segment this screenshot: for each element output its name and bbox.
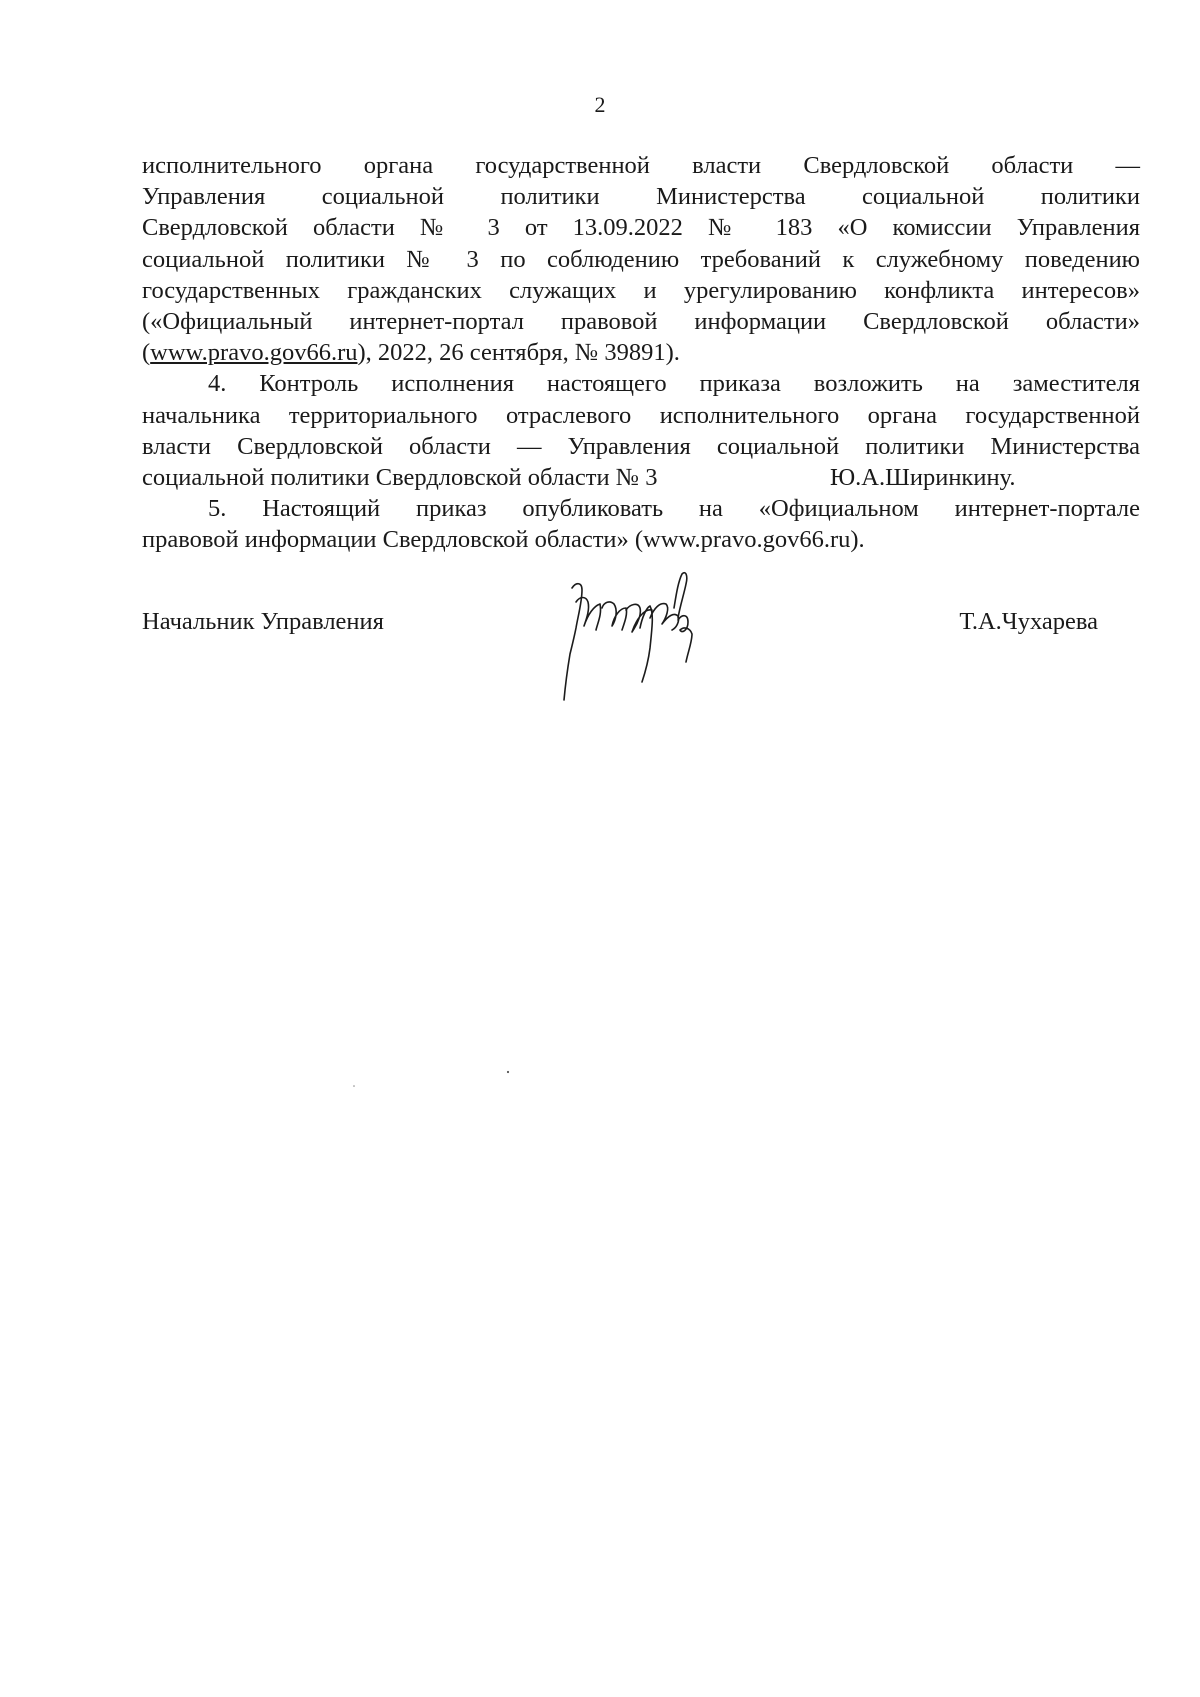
- paragraph-continuation: [142, 150, 1140, 368]
- text-line: социальной политики № 3 по соблюдению требований к служебному поведению: [142, 245, 1140, 273]
- handwritten-signature: [562, 568, 712, 708]
- text-line: [142, 337, 1140, 368]
- text-line: государственных гражданских служащих и урегулированию конфликта интересов»: [142, 276, 1140, 304]
- text-line: 5. Настоящий приказ опубликовать на «Официальном интернет-портале: [208, 495, 1140, 523]
- document-body: [142, 150, 1140, 555]
- text-line: исполнительного органа государственной власти Свердловской области —: [142, 152, 1140, 179]
- text-line: Управления социальной политики Министерства социальной политики: [142, 183, 1140, 211]
- text-line: начальника территориального отраслевого исполнительного органа государственной: [142, 401, 1140, 429]
- position-title: Начальник Управления: [142, 608, 384, 635]
- text-line: власти Свердловской области — Управления социальной политики Министерства: [142, 432, 1140, 460]
- text-fragment: социальной политики Свердловской области № 3: [142, 463, 658, 491]
- text-fragment: (: [142, 339, 151, 367]
- text-line: правовой информации Свердловской области» (www.pravo.gov66.ru).: [142, 526, 865, 554]
- page-number: 2: [594, 92, 606, 117]
- text-line: 4. Контроль исполнения настоящего приказа возложить на заместителя: [208, 370, 1140, 398]
- paragraph-item-5: [142, 493, 1140, 555]
- paragraph-item-4: [142, 368, 1140, 493]
- text-line: Свердловской области № 3 от 13.09.2022 № 183 «О комиссии Управления: [142, 214, 1140, 242]
- pravo-link[interactable]: www.pravo.gov66.ru: [150, 339, 358, 367]
- text-line: [142, 462, 1140, 493]
- text-fragment: ), 2022, 26 сентября, № 39891).: [357, 339, 680, 367]
- signer-name: Т.А.Чухарева: [959, 608, 1098, 635]
- text-line: («Официальный интернет-портал правовой информации Свердловской области»: [142, 307, 1140, 335]
- deputy-name: Ю.А.Ширинкину.: [830, 463, 1016, 491]
